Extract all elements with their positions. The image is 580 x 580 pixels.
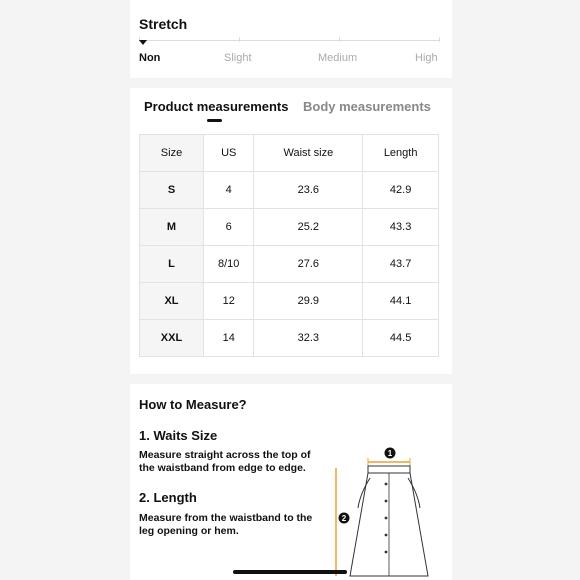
stretch-indicator-icon	[139, 40, 147, 45]
step2-title: 2. Length	[139, 490, 197, 505]
table-header-row	[140, 135, 439, 172]
tab-product-measurements[interactable]: Product measurements	[144, 99, 289, 114]
table-row	[140, 320, 439, 357]
us-cell: 8/10	[204, 246, 254, 283]
size-cell: XL	[140, 283, 204, 320]
stretch-title: Stretch	[139, 16, 188, 32]
stretch-level-slight: Slight	[224, 52, 252, 64]
size-cell: L	[140, 246, 204, 283]
length-cell: 43.7	[363, 246, 439, 283]
marker-1-label: 1	[387, 449, 393, 458]
how-to-measure-title: How to Measure?	[139, 397, 247, 412]
skirt-diagram-icon	[328, 446, 443, 580]
table-row	[140, 283, 439, 320]
stretch-level-medium: Medium	[318, 52, 358, 64]
size-table	[139, 134, 439, 357]
length-cell: 44.1	[363, 283, 439, 320]
column-header-waist: Waist size	[254, 135, 363, 172]
measurements-card	[130, 88, 452, 374]
active-tab-indicator	[207, 119, 222, 122]
size-cell: S	[140, 172, 204, 209]
column-header-size: Size	[140, 135, 204, 172]
us-cell: 6	[204, 209, 254, 246]
size-cell: M	[140, 209, 204, 246]
marker-2-label: 2	[341, 514, 347, 523]
column-header-length: Length	[363, 135, 439, 172]
home-indicator	[233, 570, 347, 574]
tab-body-measurements[interactable]: Body measurements	[303, 99, 431, 114]
column-header-us: US	[204, 135, 254, 172]
us-cell: 12	[204, 283, 254, 320]
step1-description: Measure straight across the top of the waistband from edge to edge.	[139, 449, 311, 474]
table-row	[140, 246, 439, 283]
size-cell: XXL	[140, 320, 204, 357]
waist-cell: 27.6	[254, 246, 363, 283]
stretch-scale	[139, 40, 440, 41]
stretch-level-high: High	[415, 52, 438, 64]
table-row	[140, 172, 439, 209]
stretch-level-non: Non	[139, 52, 161, 64]
waist-cell: 32.3	[254, 320, 363, 357]
waist-cell: 23.6	[254, 172, 363, 209]
length-cell: 42.9	[363, 172, 439, 209]
table-row	[140, 209, 439, 246]
how-to-measure-card	[130, 384, 452, 580]
stretch-tick	[339, 37, 340, 42]
us-cell: 4	[204, 172, 254, 209]
stretch-card	[130, 0, 452, 78]
stretch-tick	[239, 37, 240, 42]
waist-cell: 29.9	[254, 283, 363, 320]
step1-title: 1. Waits Size	[139, 428, 218, 443]
us-cell: 14	[204, 320, 254, 357]
waist-cell: 25.2	[254, 209, 363, 246]
step2-description: Measure from the waistband to the leg opening or hem.	[139, 512, 313, 537]
length-cell: 43.3	[363, 209, 439, 246]
length-cell: 44.5	[363, 320, 439, 357]
stretch-tick	[439, 37, 440, 42]
